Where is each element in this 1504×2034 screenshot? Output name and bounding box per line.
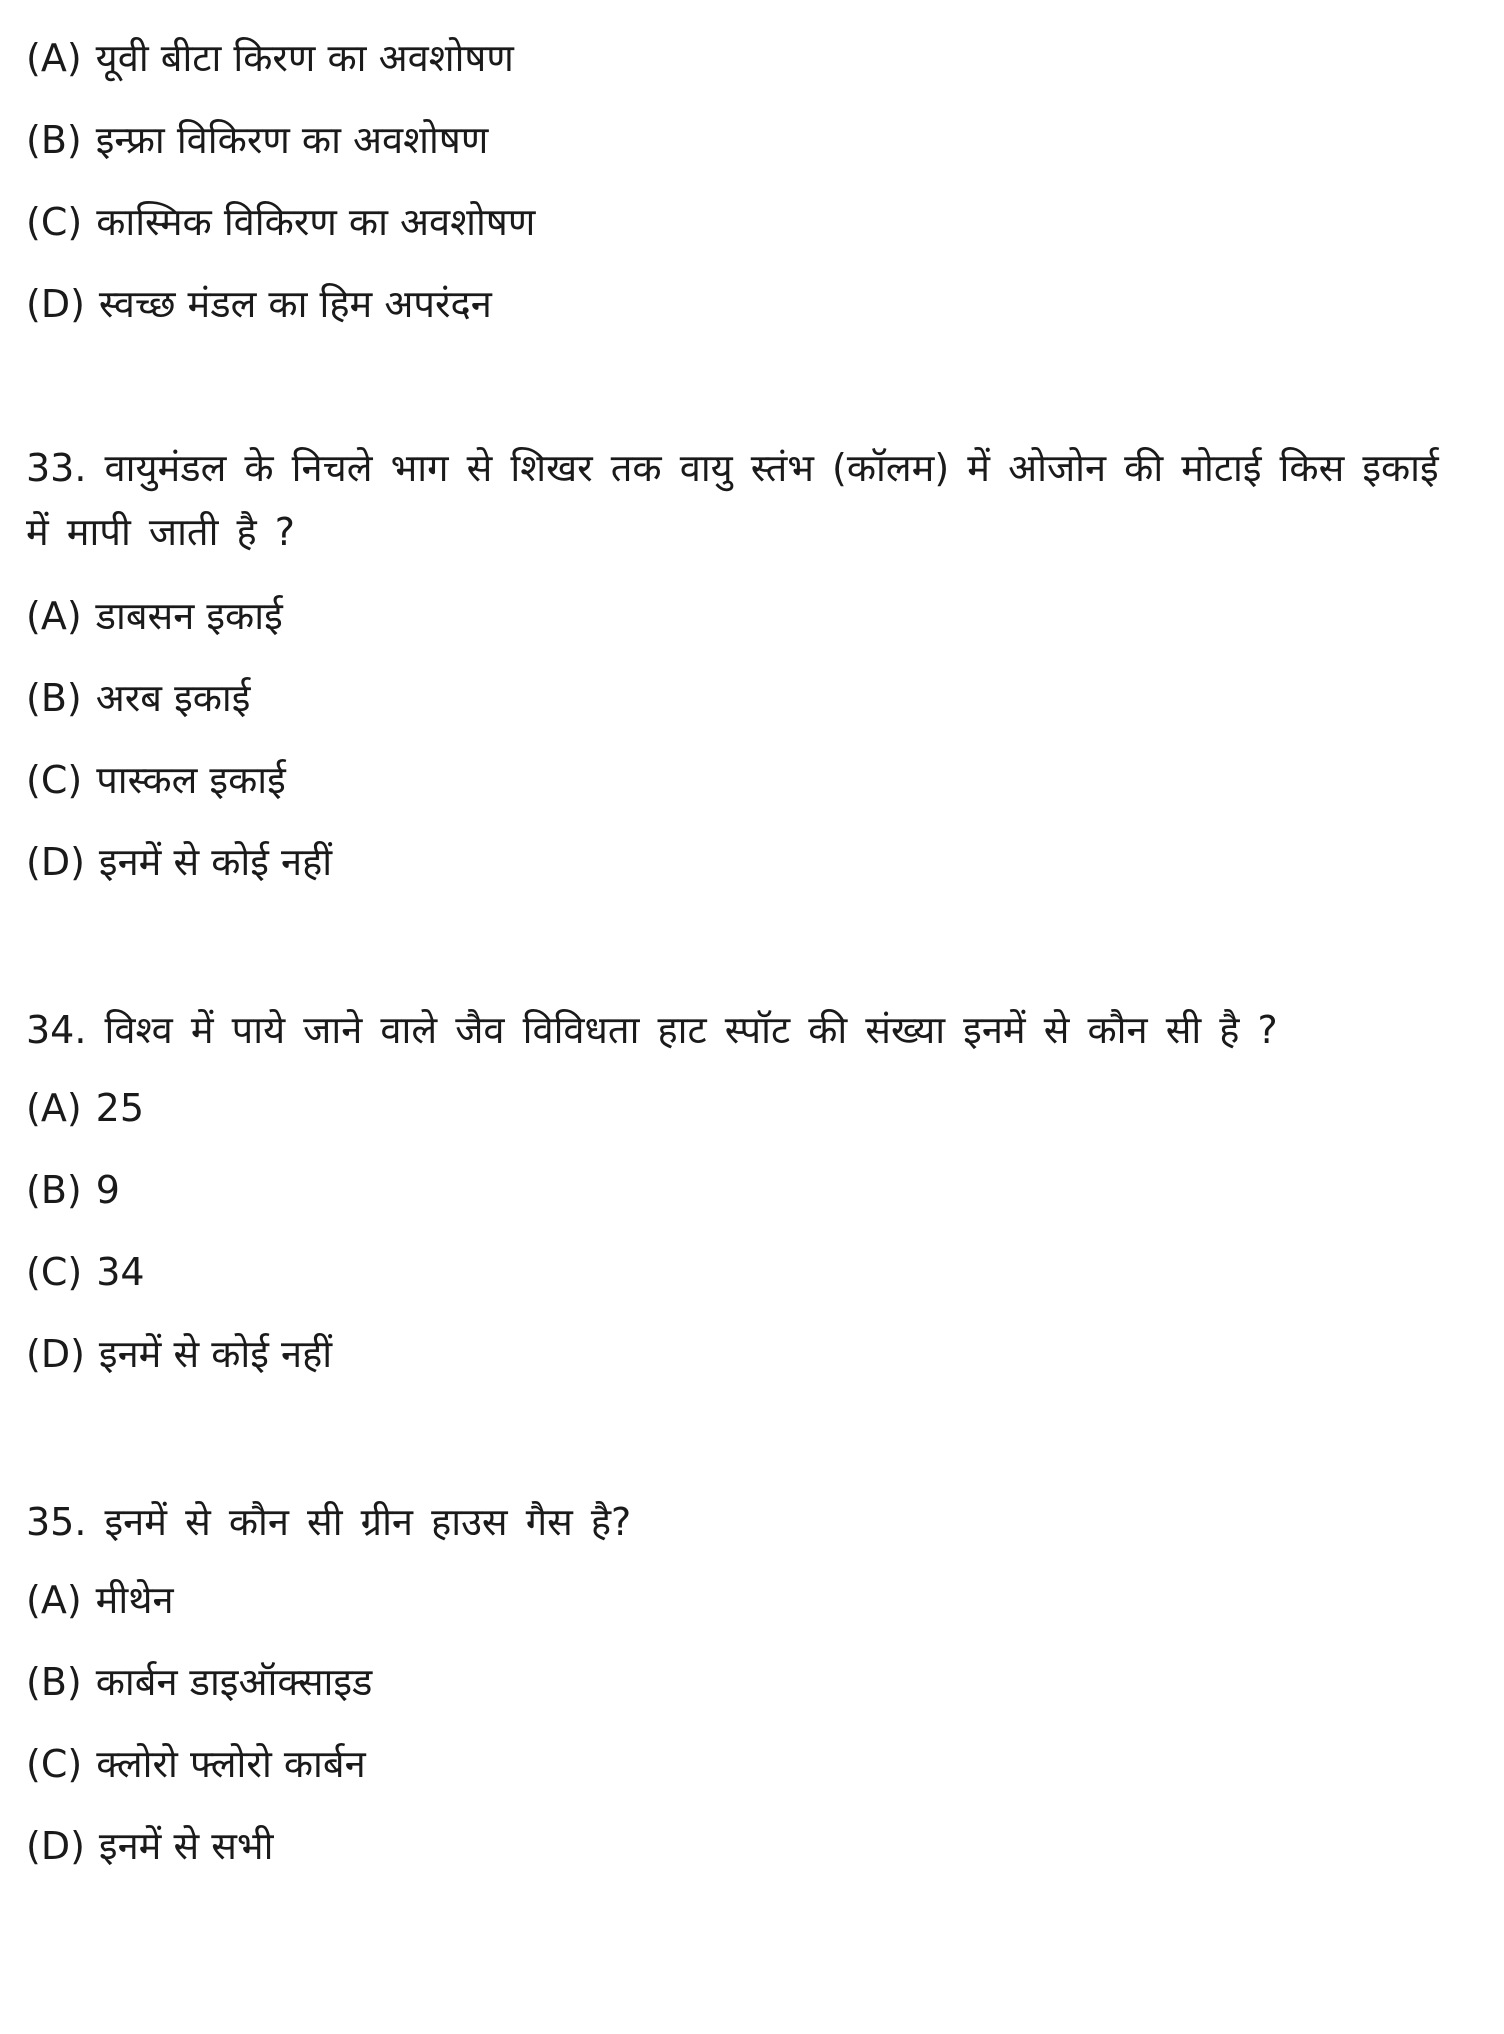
option-label: (A) (26, 1578, 82, 1622)
option-label: (A) (26, 1086, 82, 1130)
option-label: (C) (26, 758, 83, 802)
option-text: इनमें से कोई नहीं (98, 1332, 333, 1376)
option-label: (B) (26, 1168, 82, 1212)
option-label: (B) (26, 1660, 82, 1704)
q34-option-a (26, 1086, 144, 1132)
option-text: यूवी बीटा किरण का अवशोषण (95, 36, 514, 80)
q35-option-c (26, 1742, 366, 1788)
prev-option-b (26, 118, 488, 164)
question-text: 34. विश्व में पाये जाने वाले जैव विविधता हाट स्पॉट की संख्या इनमें से कौन सी है ? (26, 1008, 1278, 1052)
question-33-text (26, 436, 1466, 564)
option-label: (B) (26, 118, 82, 162)
question-text: 35. इनमें से कौन सी ग्रीन हाउस गैस है? (26, 1500, 632, 1544)
option-label: (B) (26, 676, 82, 720)
option-text: कास्मिक विकिरण का अवशोषण (96, 200, 536, 244)
q33-option-b (26, 676, 250, 722)
question-35-text (26, 1490, 1466, 1554)
q35-option-d (26, 1824, 274, 1870)
prev-option-c (26, 200, 535, 246)
option-text: 25 (95, 1086, 145, 1130)
option-label: (D) (26, 1332, 85, 1376)
q34-option-c (26, 1250, 145, 1296)
option-text: पास्कल इकाई (96, 758, 286, 802)
q34-option-b (26, 1168, 120, 1214)
option-text: इनमें से कोई नहीं (98, 840, 333, 884)
question-text: 33. वायुमंडल के निचले भाग से शिखर तक वायु स्तंभ (कॉलम) में ओजोन की मोटाई किस इकाई में मापी जाती है ? (26, 446, 1439, 554)
option-label: (A) (26, 594, 82, 638)
option-label: (C) (26, 1742, 83, 1786)
option-text: अरब इकाई (95, 676, 251, 720)
option-label: (A) (26, 36, 82, 80)
option-text: इन्फ्रा विकिरण का अवशोषण (95, 118, 489, 162)
question-34-text (26, 998, 1466, 1062)
option-text: इनमें से सभी (98, 1824, 274, 1868)
option-text: मीथेन (95, 1578, 174, 1622)
option-text: क्लोरो फ्लोरो कार्बन (96, 1742, 366, 1786)
q33-option-c (26, 758, 286, 804)
q35-option-b (26, 1660, 372, 1706)
option-text: 34 (96, 1250, 145, 1294)
option-label: (D) (26, 840, 85, 884)
q33-option-a (26, 594, 283, 640)
prev-option-a (26, 36, 514, 82)
prev-option-d (26, 282, 492, 328)
q33-option-d (26, 840, 332, 886)
option-text: डाबसन इकाई (95, 594, 283, 638)
option-label: (D) (26, 282, 85, 326)
option-label: (C) (26, 1250, 83, 1294)
option-text: 9 (95, 1168, 120, 1212)
option-text: स्वच्छ मंडल का हिम अपरंदन (98, 282, 492, 326)
option-label: (C) (26, 200, 83, 244)
option-label: (D) (26, 1824, 85, 1868)
q35-option-a (26, 1578, 174, 1624)
q34-option-d (26, 1332, 332, 1378)
option-text: कार्बन डाइऑक्साइड (95, 1660, 373, 1704)
